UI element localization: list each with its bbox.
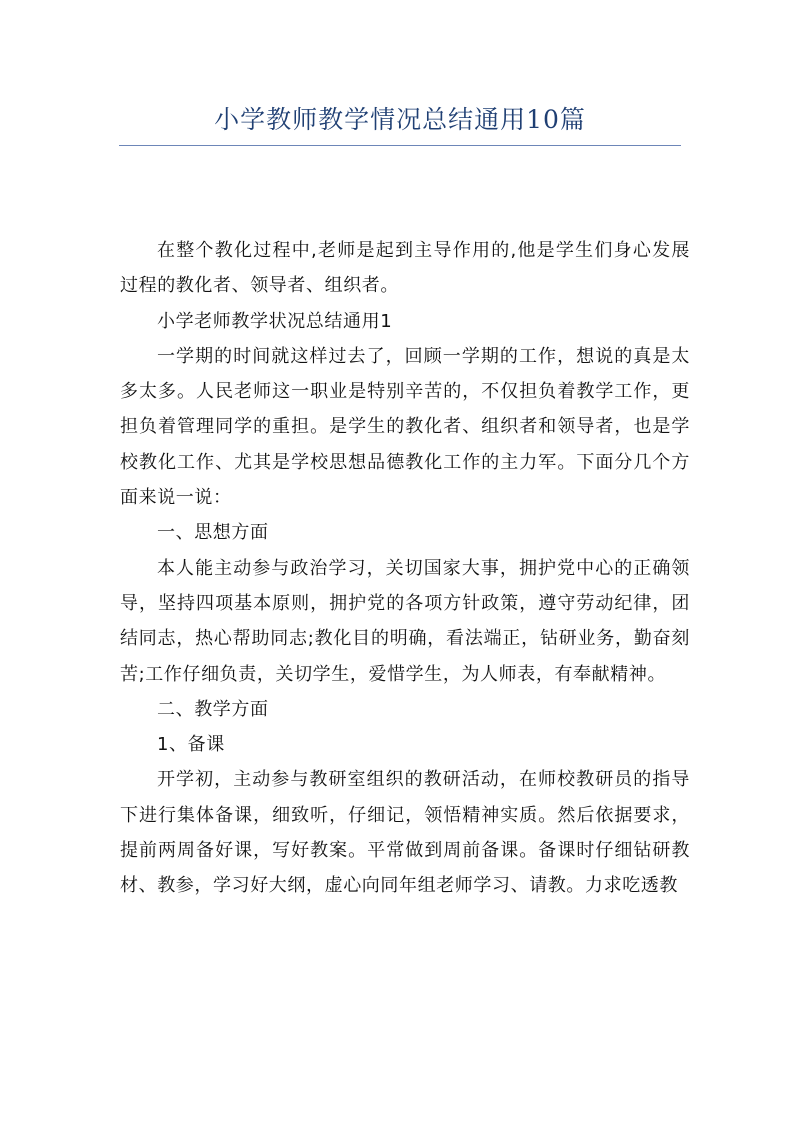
body-paragraph: 开学初，主动参与教研室组织的教研活动，在师校教研员的指导下进行集体备课，细致听，仔细记，领悟精神实质。然后依据要求，提前两周备好课，写好教案。平常做到周前备课。备课时仔细钻研教材、教参，学习好大纲，虚心向同年组老师学习、请教。力求吃透教 xyxy=(120,769,690,897)
body-paragraph: 本人能主动参与政治学习，关切国家大事，拥护党中心的正确领导，坚持四项基本原则，拥护党的各项方针政策，遵守劳动纪律，团结同志，热心帮助同志;教化目的明确，看法端正，钻研业务，勤奋刻苦;工作仔细负责，关切学生，爱惜学生，为人师表，有奉献精神。 xyxy=(120,557,690,685)
page-title: 小学教师教学情况总结通用10篇 xyxy=(214,105,586,134)
body-paragraph: 一学期的时间就这样过去了，回顾一学期的工作，想说的真是太多太多。人民老师这一职业是特别辛苦的，不仅担负着教学工作，更担负着管理同学的重担。是学生的教化者、组织者和领导者，也是学校教化工作、尤其是学校思想品德教化工作的主力军。下面分几个方面来说一说： xyxy=(120,345,690,509)
section-heading: 小学老师教学状况总结通用1 xyxy=(157,310,393,332)
subsection-heading: 二、教学方面 xyxy=(157,698,269,720)
document-body xyxy=(120,233,690,904)
subsection-heading: 1、备课 xyxy=(157,734,225,756)
subsection-heading: 一、思想方面 xyxy=(157,522,269,544)
title-underline xyxy=(119,145,681,146)
intro-paragraph: 在整个教化过程中,老师是起到主导作用的,他是学生们身心发展过程的教化者、领导者、组织者。 xyxy=(120,240,690,297)
